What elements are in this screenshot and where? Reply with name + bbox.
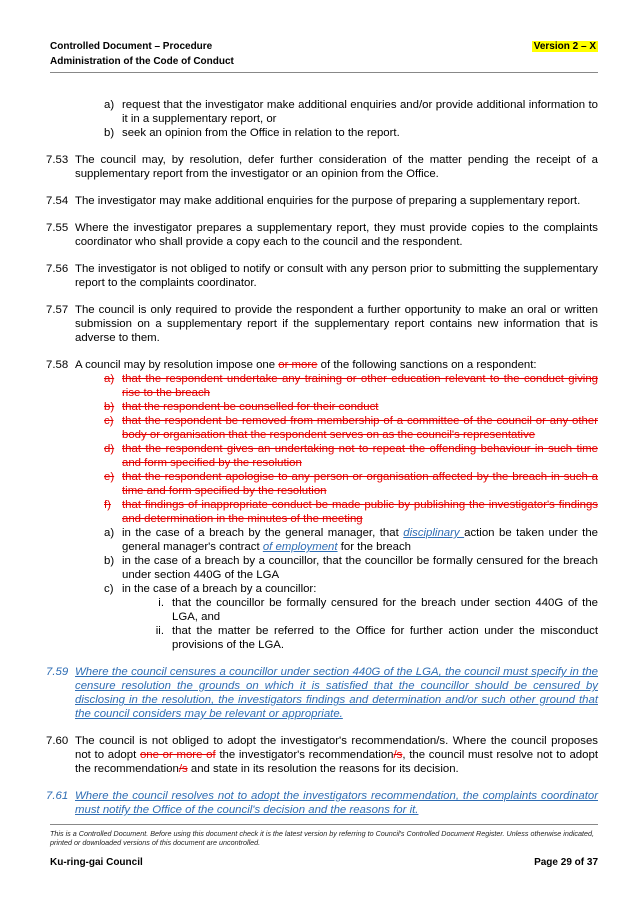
clause-number: 7.60 [46, 735, 69, 747]
clause-number: 7.58 [46, 359, 69, 371]
document-subtitle: Administration of the Code of Conduct [50, 56, 234, 67]
deleted-list-item: a) that the respondent undertake any training or other education relevant to the conduct giving rise to the breach [104, 373, 598, 399]
document-body [46, 98, 598, 830]
sub-list-item: ii. that the matter be referred to the Office for further action under the misconduct provisions of the LGA. [155, 625, 598, 651]
list-item [46, 98, 598, 126]
clause-number: 7.56 [46, 263, 69, 275]
clause-number: 7.59 [46, 666, 69, 678]
clause-7-60 [46, 734, 598, 776]
deleted-text: one or more of [139, 749, 216, 761]
deleted-text: /s [393, 749, 403, 761]
inserted-text: of employment [262, 541, 338, 553]
clause-7-54 [46, 194, 598, 208]
item-label: b) [104, 127, 115, 139]
clause-text: The investigator is not obliged to notify or consult with any person prior to submitting the supplementary report to the complaints coordinator. [75, 263, 598, 289]
list-item: c) in the case of a breach by a councillor: [104, 583, 317, 595]
document-type-title: Controlled Document – Procedure [50, 41, 213, 52]
clause-text: The council may, by resolution, defer further consideration of the matter pending the receipt of a supplementary report from the investigator or an opinion from the Office. [75, 154, 598, 180]
list-item: b) in the case of a breach by a councillor, that the councillor be formally censured for the breach under section 440G of the LGA [104, 555, 598, 581]
header-divider [50, 72, 598, 73]
item-text: seek an opinion from the Office in relation to the report. [122, 127, 400, 139]
page-footer [50, 824, 598, 868]
clause-number: 7.53 [46, 154, 69, 166]
version-badge: Version 2 – X [533, 41, 596, 52]
clause-number: 7.55 [46, 222, 69, 234]
controlled-document-note: This is a Controlled Document. Before using this document check it is the latest version by referring to Council's Controlled Document Register. Unless otherwise indicated, printed or downloaded versions of this document are uncontrolled. [50, 829, 595, 847]
deleted-text: /s [178, 763, 188, 775]
list-item [46, 126, 598, 140]
inserted-text: disciplinary [403, 527, 465, 539]
clause-7-61 [46, 789, 598, 817]
deleted-list-item: d) that the respondent gives an undertaking not to repeat the offending behaviour in such time and form specified by the resolution [104, 443, 598, 469]
inserted-clause-text: Where the council resolves not to adopt the investigators recommendation, the complaints coordinator must notify the Office of the council's decision and the reasons for it. [75, 790, 598, 816]
deleted-list-item: f) that findings of inappropriate conduct be made public by publishing the investigator's findings and determination in the minutes of the meeting [104, 499, 598, 525]
clause-number: 7.57 [46, 304, 69, 316]
clause-number: 7.54 [46, 195, 69, 207]
clause-text: A council may by resolution impose one or more of the following sanctions on a respondent: [75, 359, 537, 371]
page-header [50, 38, 598, 73]
clause-7-56 [46, 262, 598, 290]
deleted-list-item: e) that the respondent apologise to any person or organisation affected by the breach in such a time and form specified by the resolution [104, 471, 598, 497]
deleted-text: or more [278, 359, 318, 371]
deleted-list-item: b) that the respondent be counselled for their conduct [104, 401, 379, 413]
clause-number: 7.61 [46, 790, 69, 802]
deleted-list-item: c) that the respondent be removed from membership of a committee of the council or any other body or organisation that the respondent serves on as the council's representative [104, 415, 598, 441]
page-number: Page 29 of 37 [534, 857, 598, 868]
organisation-name: Ku-ring-gai Council [50, 857, 143, 868]
clause-text: The council is not obliged to adopt the investigator's recommendation/s. Where the council proposes not to adopt one or more of the investigator's recommendation/s, the council must resolve not to adopt the recommendation/s and state in its resolution the reasons for its decision. [75, 735, 598, 775]
clause-text: Where the investigator prepares a supplementary report, they must provide copies to the complaints coordinator who shall provide a copy each to the council and the respondent. [75, 222, 598, 248]
sub-list-item: i. that the councillor be formally censured for the breach under section 440G of the LGA, and [158, 597, 598, 623]
list-item: a) in the case of a breach by the general manager, that disciplinary action be taken under the general manager's contract of employment for the breach [104, 527, 598, 553]
footer-divider [50, 824, 598, 825]
clause-7-59 [46, 665, 598, 721]
clause-7-58 [46, 358, 598, 372]
clause-7-55 [46, 221, 598, 249]
item-text: request that the investigator make additional enquiries and/or provide additional information to it in a supplementary report, or [122, 99, 598, 125]
clause-text: The investigator may make additional enquiries for the purpose of preparing a supplementary report. [75, 195, 581, 207]
item-label: a) [104, 99, 115, 111]
clause-text: The council is only required to provide the respondent a further opportunity to make an oral or written submission on a supplementary report if the supplementary report contains new information that is adverse to them. [75, 304, 598, 344]
clause-7-57 [46, 303, 598, 345]
inserted-clause-text: Where the council censures a councillor under section 440G of the LGA, the council must specify in the censure resolution the grounds on which it is satisfied that the councillor should be censured by disclosing in the resolution, the investigators findings and determination and/or such other ground that the council considers may be relevant or appropriate. [75, 666, 598, 720]
clause-7-53 [46, 153, 598, 181]
